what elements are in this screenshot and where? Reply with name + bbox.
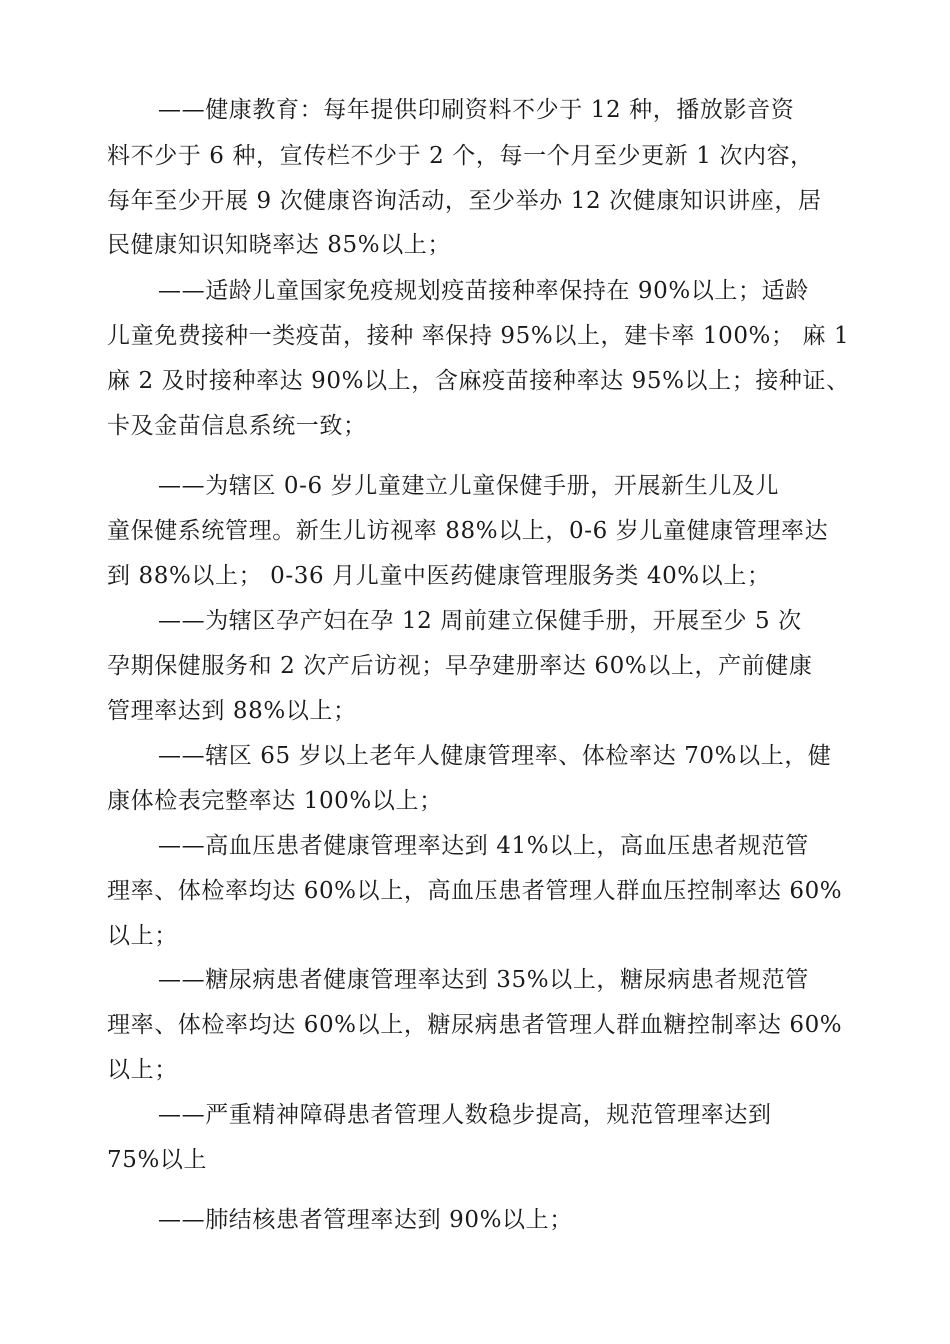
text-line: 儿童免费接种一类疫苗，接种 率保持 95%以上，建卡率 100%； 麻 1 [107,323,850,349]
text-line: ——高血压患者健康管理率达到 41%以上，高血压患者规范管 [158,833,809,859]
text-line: ——为辖区 0-6 岁儿童建立儿童保健手册，开展新生儿及儿 [158,473,780,499]
text-line: 民健康知识知晓率达 85%以上； [107,232,452,258]
text-line: 孕期保健服务和 2 次产后访视；早孕建册率达 60%以上，产前健康 [107,653,813,679]
text-line: 75%以上 [107,1147,208,1173]
text-line: ——健康教育：每年提供印刷资料不少于 12 种，播放影音资 [158,97,795,123]
text-line: 管理率达到 88%以上； [107,698,357,724]
text-line: 理率、体检率均达 60%以上，糖尿病患者管理人群血糖控制率达 60% [107,1012,843,1038]
text-line: 童保健系统管理。新生儿访视率 88%以上，0-6 岁儿童健康管理率达 [107,518,829,544]
text-line: 麻 2 及时接种率达 90%以上，含麻疫苗接种率达 95%以上；接种证、 [107,368,850,394]
text-line: ——肺结核患者管理率达到 90%以上； [158,1207,573,1233]
text-line: ——辖区 65 岁以上老年人健康管理率、体检率达 70%以上，健 [158,743,832,769]
text-line: ——严重精神障碍患者管理人数稳步提高，规范管理率达到 [158,1102,772,1128]
text-line: 卡及金苗信息系统一致； [107,413,367,439]
text-line: ——适龄儿童国家免疫规划疫苗接种率保持在 90%以上；适龄 [158,278,809,304]
text-line: 以上； [107,1057,178,1083]
text-line: 每年至少开展 9 次健康咨询活动，至少举办 12 次健康知识讲座，居 [107,188,822,214]
text-line: 料不少于 6 种，宣传栏不少于 2 个，每一个月至少更新 1 次内容， [107,143,814,169]
text-line: ——糖尿病患者健康管理率达到 35%以上，糖尿病患者规范管 [158,967,809,993]
text-line: ——为辖区孕产妇在孕 12 周前建立保健手册，开展至少 5 次 [158,608,802,634]
text-line: 康体检表完整率达 100%以上； [107,788,443,814]
text-line: 以上； [107,923,178,949]
text-line: 理率、体检率均达 60%以上，高血压患者管理人群血压控制率达 60% [107,878,843,904]
text-line: 到 88%以上； 0-36 月儿童中医药健康管理服务类 40%以上； [107,563,771,589]
